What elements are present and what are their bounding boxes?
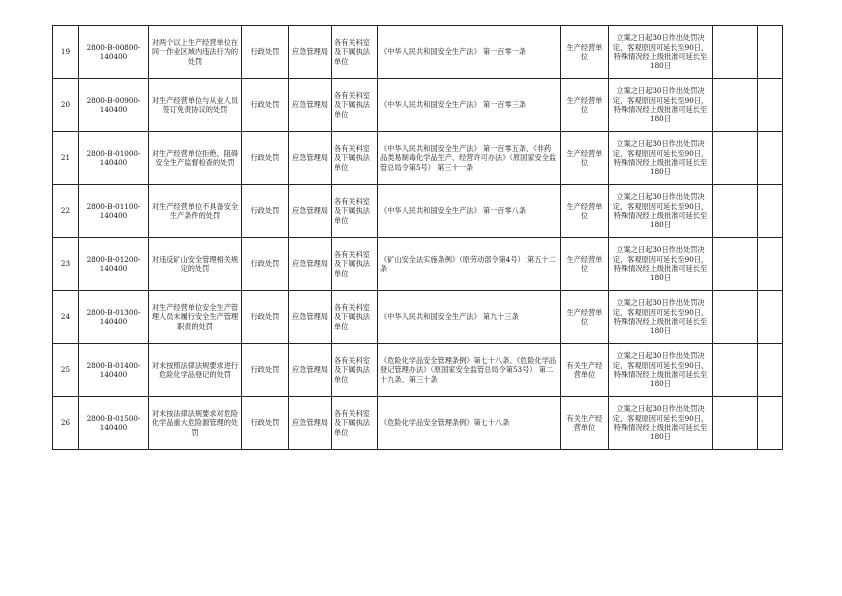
authority-cell: 应急管理局 [289, 238, 332, 291]
authority-cell: 应急管理局 [289, 26, 332, 79]
empty-cell [758, 79, 783, 132]
empty-cell [758, 26, 783, 79]
item-code-cell: 2800-B-01300-140400 [79, 291, 149, 344]
target-cell: 生产经营单位 [561, 291, 609, 344]
empty-cell [713, 185, 758, 238]
executing-unit-cell: 各有关科室及下属执法单位 [332, 238, 378, 291]
item-name-cell: 对未按法律法规要求对危险化学品重大危险源管理的处罚 [149, 397, 242, 450]
row-number-cell: 26 [53, 397, 79, 450]
authority-cell: 应急管理局 [289, 397, 332, 450]
item-category-cell: 行政处罚 [242, 26, 289, 79]
empty-cell [713, 291, 758, 344]
empty-cell [713, 79, 758, 132]
item-category-cell: 行政处罚 [242, 397, 289, 450]
legal-basis-cell: 《危险化学品安全管理条例》第七十八条 [378, 397, 561, 450]
authority-cell: 应急管理局 [289, 185, 332, 238]
empty-cell [758, 185, 783, 238]
empty-cell [758, 344, 783, 397]
row-number-cell: 23 [53, 238, 79, 291]
table-row [53, 79, 783, 132]
executing-unit-cell: 各有关科室及下属执法单位 [332, 79, 378, 132]
row-number-cell: 21 [53, 132, 79, 185]
target-cell: 生产经营单位 [561, 26, 609, 79]
executing-unit-cell: 各有关科室及下属执法单位 [332, 291, 378, 344]
item-code-cell: 2800-B-01500-140400 [79, 397, 149, 450]
table-row [53, 132, 783, 185]
target-cell: 有关生产经营单位 [561, 344, 609, 397]
item-name-cell: 对违反矿山安全管理相关规定的处罚 [149, 238, 242, 291]
empty-cell [713, 26, 758, 79]
item-code-cell: 2800-B-00800-140400 [79, 26, 149, 79]
deadline-cell: 立案之日起30日作出处罚决定，客观原因可延长至90日，特殊情况经上级批准可延长至180日 [609, 79, 713, 132]
item-category-cell: 行政处罚 [242, 344, 289, 397]
table-body [53, 26, 783, 450]
target-cell: 生产经营单位 [561, 185, 609, 238]
authority-cell: 应急管理局 [289, 132, 332, 185]
row-number-cell: 24 [53, 291, 79, 344]
item-code-cell: 2800-B-01400-140400 [79, 344, 149, 397]
authority-cell: 应急管理局 [289, 344, 332, 397]
table-row [53, 397, 783, 450]
item-code-cell: 2800-B-01000-140400 [79, 132, 149, 185]
row-number-cell: 22 [53, 185, 79, 238]
target-cell: 生产经营单位 [561, 238, 609, 291]
empty-cell [713, 397, 758, 450]
row-number-cell: 20 [53, 79, 79, 132]
deadline-cell: 立案之日起30日作出处罚决定，客观原因可延长至90日，特殊情况经上级批准可延长至180日 [609, 185, 713, 238]
item-category-cell: 行政处罚 [242, 291, 289, 344]
deadline-cell: 立案之日起30日作出处罚决定，客观原因可延长至90日，特殊情况经上级批准可延长至180日 [609, 132, 713, 185]
deadline-cell: 立案之日起30日作出处罚决定，客观原因可延长至90日，特殊情况经上级批准可延长至180日 [609, 26, 713, 79]
item-category-cell: 行政处罚 [242, 79, 289, 132]
table-row [53, 238, 783, 291]
table-row [53, 26, 783, 79]
item-category-cell: 行政处罚 [242, 185, 289, 238]
item-name-cell: 对生产经营单位拒绝、阻碍安全生产监督检查的处罚 [149, 132, 242, 185]
target-cell: 生产经营单位 [561, 132, 609, 185]
item-code-cell: 2800-B-00900-140400 [79, 79, 149, 132]
executing-unit-cell: 各有关科室及下属执法单位 [332, 344, 378, 397]
deadline-cell: 立案之日起30日作出处罚决定，客观原因可延长至90日，特殊情况经上级批准可延长至180日 [609, 291, 713, 344]
executing-unit-cell: 各有关科室及下属执法单位 [332, 26, 378, 79]
authority-cell: 应急管理局 [289, 291, 332, 344]
executing-unit-cell: 各有关科室及下属执法单位 [332, 397, 378, 450]
empty-cell [758, 132, 783, 185]
item-category-cell: 行政处罚 [242, 238, 289, 291]
row-number-cell: 19 [53, 26, 79, 79]
row-number-cell: 25 [53, 344, 79, 397]
legal-basis-cell: 《中华人民共和国安全生产法》 第九十三条 [378, 291, 561, 344]
item-name-cell: 对生产经营单位安全生产管理人员未履行安全生产管理职责的处罚 [149, 291, 242, 344]
empty-cell [758, 291, 783, 344]
executing-unit-cell: 各有关科室及下属执法单位 [332, 185, 378, 238]
legal-basis-cell: 《中华人民共和国安全生产法》 第一百零五条、《非药品类易制毒化学品生产、经营许可办法》（原国家安全监管总局令第5号） 第三十一条 [378, 132, 561, 185]
item-code-cell: 2800-B-01100-140400 [79, 185, 149, 238]
item-name-cell: 对未按照法律法规要求进行危险化学品登记的处罚 [149, 344, 242, 397]
deadline-cell: 立案之日起30日作出处罚决定，客观原因可延长至90日，特殊情况经上级批准可延长至180日 [609, 344, 713, 397]
empty-cell [713, 238, 758, 291]
empty-cell [713, 132, 758, 185]
item-code-cell: 2800-B-01200-140400 [79, 238, 149, 291]
deadline-cell: 立案之日起30日作出处罚决定，客观原因可延长至90日，特殊情况经上级批准可延长至180日 [609, 397, 713, 450]
legal-basis-cell: 《中华人民共和国安全生产法》 第一百零一条 [378, 26, 561, 79]
deadline-cell: 立案之日起30日作出处罚决定，客观原因可延长至90日，特殊情况经上级批准可延长至180日 [609, 238, 713, 291]
target-cell: 生产经营单位 [561, 79, 609, 132]
empty-cell [713, 344, 758, 397]
legal-basis-cell: 《矿山安全法实施条例》（原劳动部令第4号） 第五十二条 [378, 238, 561, 291]
executing-unit-cell: 各有关科室及下属执法单位 [332, 132, 378, 185]
target-cell: 有关生产经营单位 [561, 397, 609, 450]
item-name-cell: 对两个以上生产经营单位在同一作业区域内违法行为的处罚 [149, 26, 242, 79]
empty-cell [758, 397, 783, 450]
table-row [53, 344, 783, 397]
legal-basis-cell: 《危险化学品安全管理条例》第七十八条、《危险化学品登记管理办法》（原国家安全监管总局令第53号） 第二十九条、第三十条 [378, 344, 561, 397]
empty-cell [758, 238, 783, 291]
legal-basis-cell: 《中华人民共和国安全生产法》 第一百零三条 [378, 79, 561, 132]
item-category-cell: 行政处罚 [242, 132, 289, 185]
penalty-items-table [52, 25, 783, 450]
authority-cell: 应急管理局 [289, 79, 332, 132]
table-row [53, 291, 783, 344]
item-name-cell: 对生产经营单位不具备安全生产条件的处罚 [149, 185, 242, 238]
legal-basis-cell: 《中华人民共和国安全生产法》 第一百零八条 [378, 185, 561, 238]
item-name-cell: 对生产经营单位与从业人员签订免责协议的处罚 [149, 79, 242, 132]
table-row [53, 185, 783, 238]
